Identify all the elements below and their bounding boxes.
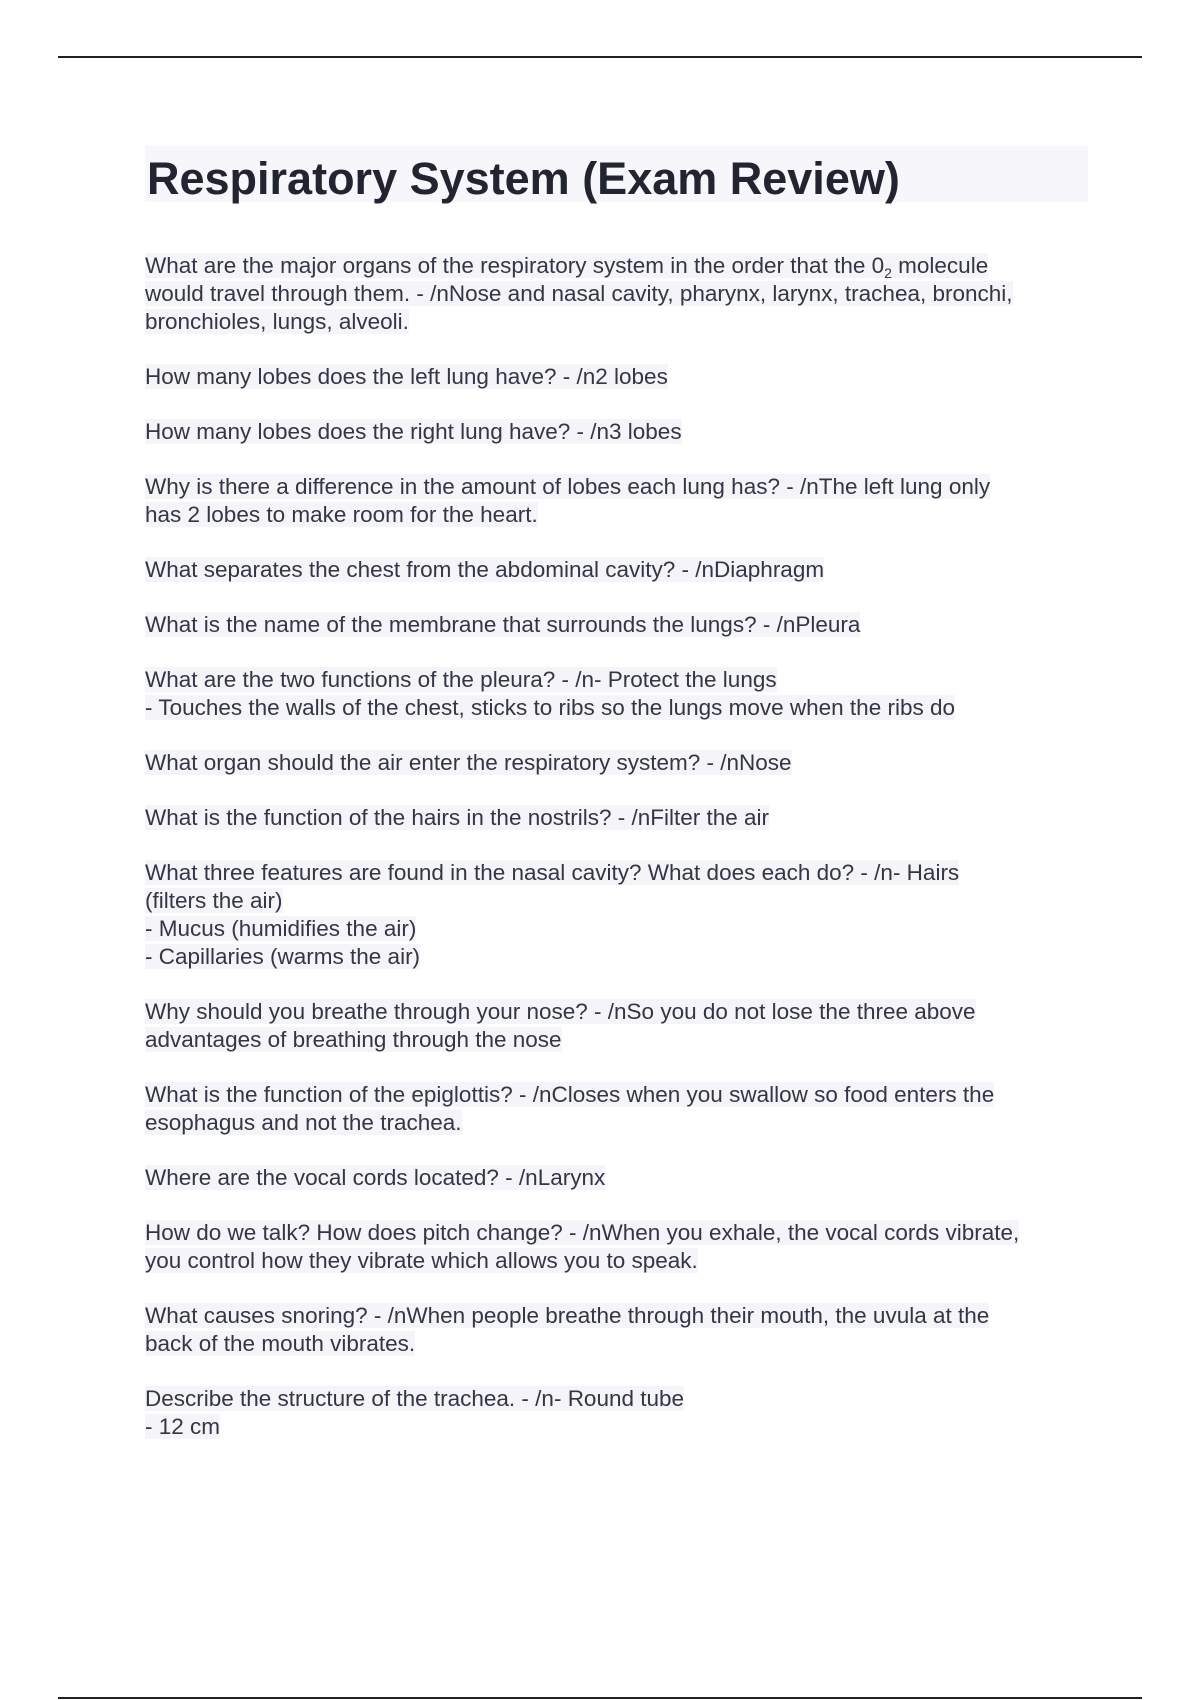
qa-line-text: back of the mouth vibrates. [145,1331,416,1356]
qa-line-tail: molecule [891,253,989,278]
qa-line-text: - Capillaries (warms the air) [145,944,421,969]
qa-line-text: you control how they vibrate which allows you to speak. [145,1248,698,1273]
qa-line-text: What organ should the air enter the respiratory system? - /nNose [145,750,792,775]
qa-item [145,473,1090,529]
qa-line [145,1081,1090,1109]
page-title: Respiratory System (Exam Review) [145,146,1088,202]
qa-line-text: What causes snoring? - /nWhen people breathe through their mouth, the uvula at the [145,1303,990,1328]
qa-line [145,1385,1090,1413]
qa-line-text: - Touches the walls of the chest, sticks to ribs so the lungs move when the ribs do [145,695,955,720]
qa-line-text: Why should you breathe through your nose? - /nSo you do not lose the three above [145,999,976,1024]
qa-item [145,1164,1090,1192]
subscript: 2 [884,265,892,281]
qa-item [145,1081,1090,1137]
qa-line-text: Why is there a difference in the amount of lobes each lung has? - /nThe left lung only [145,474,991,499]
qa-line [145,1026,1090,1054]
qa-line-text: Describe the structure of the trachea. - /n- Round tube [145,1386,685,1411]
qa-line [145,1330,1090,1358]
qa-line [145,1247,1090,1275]
qa-line-text: Where are the vocal cords located? - /nLarynx [145,1165,606,1190]
qa-item [145,859,1090,971]
qa-line-text: How many lobes does the left lung have? - /n2 lobes [145,364,668,389]
qa-line [145,943,1090,971]
qa-line [145,887,1090,915]
qa-line [145,749,1090,777]
qa-line-text: What are the major organs of the respiratory system in the order that the $0_2$ molecule [145,253,989,281]
qa-item [145,418,1090,446]
qa-line [145,804,1090,832]
qa-line [145,501,1090,529]
qa-line [145,1164,1090,1192]
qa-item [145,666,1090,722]
qa-line-text: has 2 lobes to make room for the heart. [145,502,538,527]
qa-line [145,694,1090,722]
top-rule [58,56,1142,58]
qa-line [145,666,1090,694]
qa-list [145,252,1090,1441]
qa-item [145,998,1090,1054]
qa-line [145,1302,1090,1330]
qa-line [145,859,1090,887]
qa-line [145,1219,1090,1247]
qa-line [145,252,1090,280]
qa-line [145,1109,1090,1137]
qa-line-text: (filters the air) [145,888,283,913]
qa-line [145,1413,1090,1441]
qa-item [145,1302,1090,1358]
qa-line-text: What is the name of the membrane that surrounds the lungs? - /nPleura [145,612,861,637]
qa-item [145,252,1090,336]
qa-line-text: What is the function of the epiglottis? - /nCloses when you swallow so food enters the [145,1082,995,1107]
qa-line [145,915,1090,943]
qa-line [145,418,1090,446]
qa-line-text: advantages of breathing through the nose [145,1027,562,1052]
qa-line-text: What separates the chest from the abdominal cavity? - /nDiaphragm [145,557,825,582]
qa-item [145,1219,1090,1275]
qa-item [145,1385,1090,1441]
qa-line-text: - Mucus (humidifies the air) [145,916,417,941]
qa-line [145,998,1090,1026]
qa-line-text: would travel through them. - /nNose and nasal cavity, pharynx, larynx, trachea, bronchi, [145,281,1013,306]
qa-item [145,363,1090,391]
qa-item [145,804,1090,832]
bottom-rule [58,1697,1142,1699]
qa-line [145,280,1090,308]
qa-line [145,611,1090,639]
qa-line [145,308,1090,336]
qa-line [145,556,1090,584]
qa-line-text: What are the two functions of the pleura? - /n- Protect the lungs [145,667,777,692]
qa-item [145,556,1090,584]
qa-line-text: bronchioles, lungs, alveoli. [145,309,409,334]
qa-line-text: esophagus and not the trachea. [145,1110,462,1135]
qa-line [145,363,1090,391]
qa-item [145,749,1090,777]
qa-line-text: What is the function of the hairs in the nostrils? - /nFilter the air [145,805,770,830]
qa-line-text: How do we talk? How does pitch change? - /nWhen you exhale, the vocal cords vibrate, [145,1220,1020,1245]
qa-line-text: - 12 cm [145,1414,221,1439]
qa-line [145,473,1090,501]
qa-line-text: What three features are found in the nasal cavity? What does each do? - /n- Hairs [145,860,960,885]
document-body [145,146,1090,1468]
qa-item [145,611,1090,639]
qa-line-text: How many lobes does the right lung have? - /n3 lobes [145,419,682,444]
